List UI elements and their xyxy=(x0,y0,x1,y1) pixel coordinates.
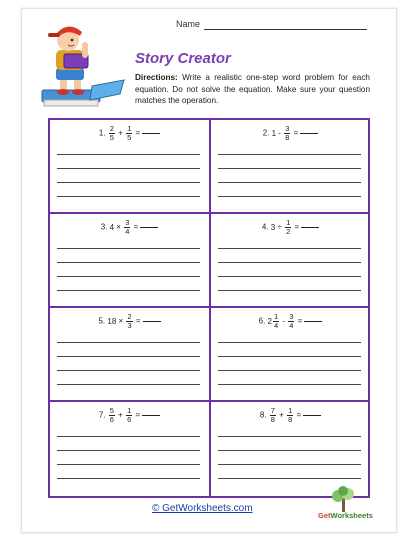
numerator: 1 xyxy=(127,406,132,415)
problem-cell xyxy=(211,402,370,496)
equation xyxy=(211,219,370,236)
denominator: 2 xyxy=(286,227,291,236)
writing-line[interactable] xyxy=(57,342,200,343)
writing-line[interactable] xyxy=(57,450,200,451)
operator: × xyxy=(118,316,124,326)
writing-line[interactable] xyxy=(57,478,200,479)
equals-sign: = xyxy=(294,222,300,232)
writing-line[interactable] xyxy=(218,478,361,479)
denominator: 4 xyxy=(273,321,279,330)
problem-cell xyxy=(50,120,209,214)
boy-with-book-illustration xyxy=(34,20,130,116)
writing-line[interactable] xyxy=(218,356,361,357)
operator: ÷ xyxy=(277,222,282,232)
problem-number: 5. xyxy=(98,316,106,326)
problem-grid xyxy=(48,118,370,498)
equation xyxy=(50,313,209,330)
whole-number: 3 xyxy=(270,222,276,232)
fraction xyxy=(288,313,294,330)
equals-sign: = xyxy=(133,222,139,232)
numerator: 7 xyxy=(270,406,275,415)
name-label: Name xyxy=(176,19,201,29)
writing-line[interactable] xyxy=(57,168,200,169)
problem-number: 2. xyxy=(262,128,270,138)
writing-line[interactable] xyxy=(57,182,200,183)
equals-sign: = xyxy=(135,316,141,326)
equation xyxy=(50,407,209,424)
equation xyxy=(50,125,209,142)
problem-number: 7. xyxy=(98,410,106,420)
writing-line[interactable] xyxy=(218,450,361,451)
writing-line[interactable] xyxy=(57,248,200,249)
numerator: 2 xyxy=(127,312,132,321)
whole-number: 1 xyxy=(271,128,277,138)
fraction xyxy=(287,407,293,424)
name-field[interactable] xyxy=(204,29,367,30)
operator: - xyxy=(282,316,286,326)
fraction xyxy=(285,219,291,236)
writing-line[interactable] xyxy=(57,262,200,263)
equation xyxy=(211,125,370,142)
writing-line[interactable] xyxy=(57,154,200,155)
problem-cell xyxy=(211,308,370,402)
footer-link[interactable]: © GetWorksheets.com xyxy=(152,503,253,514)
fraction xyxy=(126,313,132,330)
denominator: 5 xyxy=(109,133,114,142)
problem-cell xyxy=(50,214,209,308)
equals-sign: = xyxy=(135,410,141,420)
writing-line[interactable] xyxy=(57,384,200,385)
problem-number: 3. xyxy=(100,222,108,232)
logo-text-get: Get xyxy=(318,511,331,520)
logo-text xyxy=(318,511,373,520)
writing-line[interactable] xyxy=(57,276,200,277)
denominator: 4 xyxy=(125,227,130,236)
operator: - xyxy=(278,128,281,138)
writing-line[interactable] xyxy=(218,276,361,277)
directions-label: Directions: xyxy=(135,73,178,82)
problem-number: 6. xyxy=(258,316,266,326)
fraction xyxy=(126,407,132,424)
denominator: 5 xyxy=(127,133,132,142)
numerator: 3 xyxy=(125,218,130,227)
operator: + xyxy=(279,410,284,420)
writing-line[interactable] xyxy=(218,384,361,385)
denominator: 8 xyxy=(285,133,290,142)
fraction xyxy=(270,407,276,424)
numerator: 1 xyxy=(273,312,279,321)
problem-number: 8. xyxy=(259,410,267,420)
fraction xyxy=(124,219,130,236)
answer-blank[interactable] xyxy=(303,415,321,416)
fraction xyxy=(109,407,115,424)
numerator: 1 xyxy=(127,124,132,133)
problem-number: 1. xyxy=(98,128,106,138)
problem-number: 4. xyxy=(261,222,269,232)
equals-sign: = xyxy=(293,128,299,138)
equals-sign: = xyxy=(135,128,141,138)
operator: + xyxy=(118,128,123,138)
writing-line[interactable] xyxy=(218,248,361,249)
denominator: 3 xyxy=(127,321,132,330)
problem-cell xyxy=(211,120,370,214)
writing-line[interactable] xyxy=(218,290,361,291)
writing-line[interactable] xyxy=(218,196,361,197)
answer-blank[interactable] xyxy=(142,415,160,416)
writing-line[interactable] xyxy=(57,464,200,465)
fraction xyxy=(273,313,279,330)
problem-cell xyxy=(211,214,370,308)
writing-line[interactable] xyxy=(218,464,361,465)
writing-line[interactable] xyxy=(218,436,361,437)
numerator: 1 xyxy=(286,218,291,227)
directions-body: Write a realistic one-step word problem for each equation. Do not solve the equation. Make sure your question matches the operation. xyxy=(135,73,370,105)
whole-number: 18 xyxy=(107,316,117,326)
writing-line[interactable] xyxy=(57,196,200,197)
fraction xyxy=(284,125,290,142)
fraction xyxy=(126,125,132,142)
numerator: 2 xyxy=(109,124,114,133)
numerator: 3 xyxy=(289,312,294,321)
writing-line[interactable] xyxy=(57,290,200,291)
logo-text-rest: Worksheets xyxy=(330,511,373,520)
denominator: 4 xyxy=(289,321,294,330)
denominator: 6 xyxy=(127,415,132,424)
denominator: 8 xyxy=(288,415,293,424)
writing-line[interactable] xyxy=(218,262,361,263)
operator: + xyxy=(118,410,123,420)
writing-line[interactable] xyxy=(218,168,361,169)
directions-text xyxy=(135,72,370,107)
equation xyxy=(50,219,209,236)
problem-cell xyxy=(50,308,209,402)
fraction xyxy=(109,125,115,142)
operator: × xyxy=(116,222,121,232)
denominator: 6 xyxy=(109,415,114,424)
answer-blank[interactable] xyxy=(143,321,161,322)
problem-cell xyxy=(50,402,209,496)
whole-number: 2 xyxy=(267,316,272,326)
writing-line[interactable] xyxy=(218,154,361,155)
writing-line[interactable] xyxy=(57,436,200,437)
worksheet-title: Story Creator xyxy=(135,50,231,67)
writing-line[interactable] xyxy=(57,370,200,371)
equation xyxy=(211,313,370,330)
writing-line[interactable] xyxy=(57,356,200,357)
writing-line[interactable] xyxy=(218,370,361,371)
writing-line[interactable] xyxy=(218,182,361,183)
denominator: 8 xyxy=(270,415,275,424)
numerator: 5 xyxy=(109,406,114,415)
numerator: 3 xyxy=(285,124,290,133)
whole-number: 4 xyxy=(109,222,115,232)
equals-sign: = xyxy=(296,410,302,420)
answer-blank[interactable] xyxy=(301,227,319,228)
equals-sign: = xyxy=(297,316,303,326)
writing-line[interactable] xyxy=(218,342,361,343)
answer-blank[interactable] xyxy=(300,133,318,134)
answer-blank[interactable] xyxy=(142,133,160,134)
equation xyxy=(211,407,370,424)
numerator: 1 xyxy=(288,406,293,415)
answer-blank[interactable] xyxy=(140,227,158,228)
answer-blank[interactable] xyxy=(304,321,322,322)
